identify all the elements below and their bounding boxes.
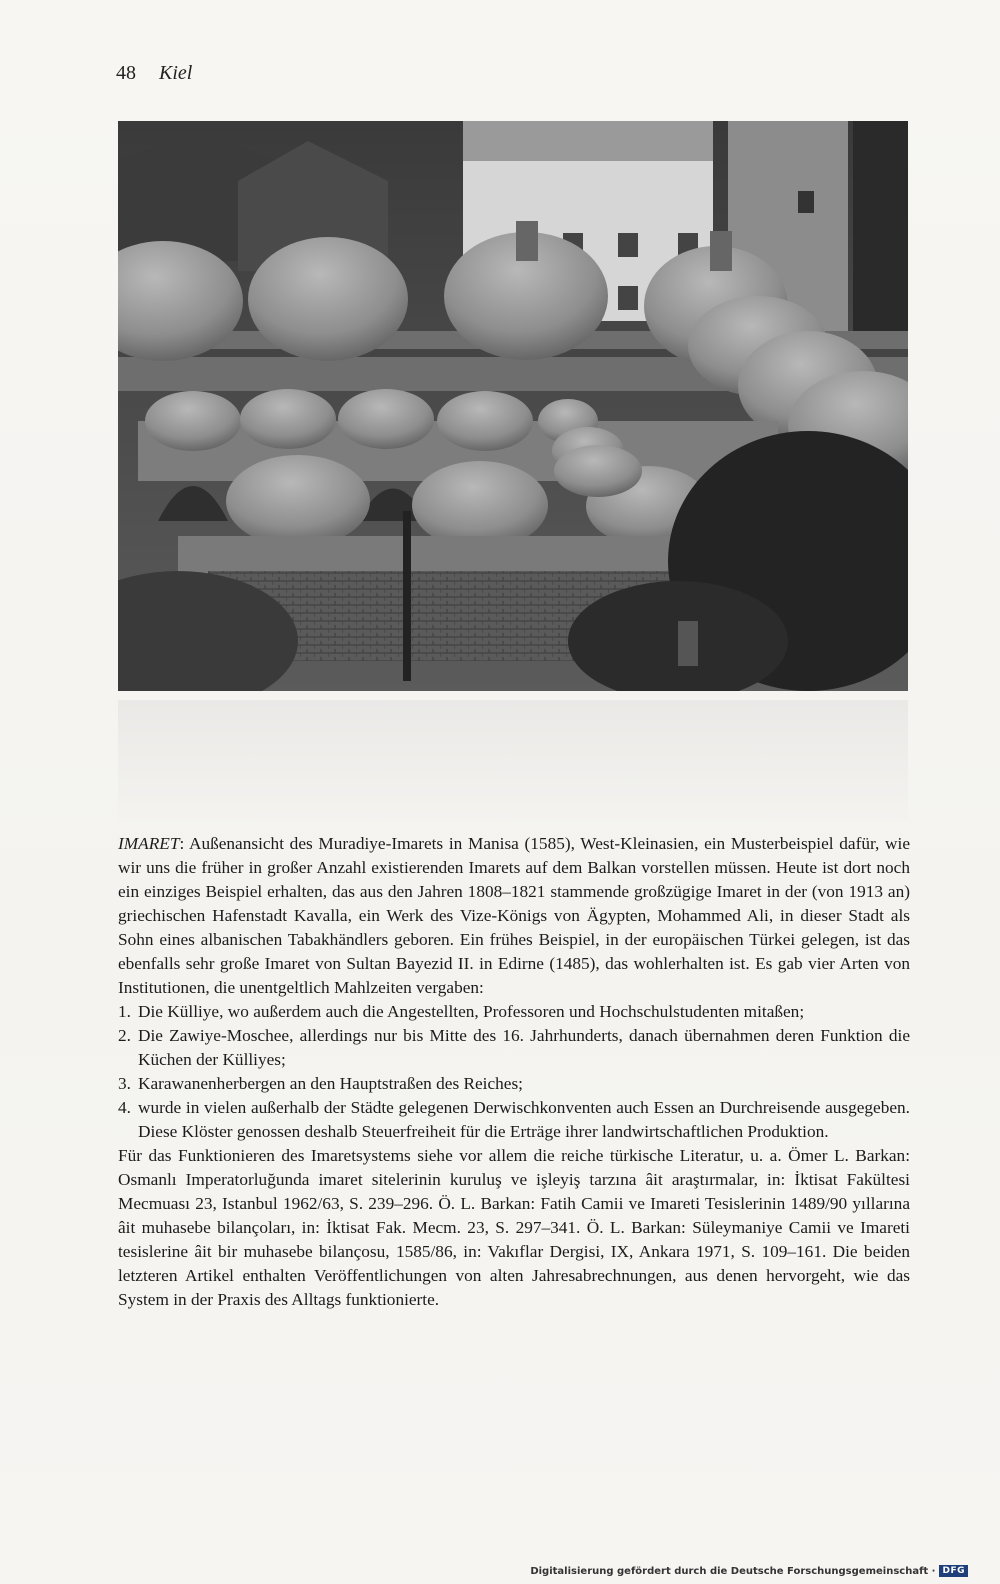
list-item-text: Die Zawiye-Moschee, allerdings nur bis Mitte des 16. Jahrhunderts, danach übernahmen deren Funktion die Küchen der Külliyes; <box>138 1026 910 1069</box>
list-item <box>118 1072 910 1096</box>
list-item <box>118 1024 910 1072</box>
running-head <box>116 60 192 86</box>
scan-bleed-through <box>118 700 908 820</box>
credit-text: Digitalisierung gefördert durch die Deutsche Forschungsgemeinschaft · <box>530 1565 936 1577</box>
figure-caption <box>118 832 910 1312</box>
list-item-number: 1. <box>118 1002 131 1021</box>
dfg-logo: DFG <box>939 1565 968 1577</box>
imaret-photo-illustration <box>118 121 908 691</box>
caption-intro-text: : Außenansicht des Muradiye-Imarets in Manisa (1585), West-Kleinasien, ein Musterbeispiel dafür, wie wir uns die früher in großer Anzahl existierenden Imarets auf dem Balkan vorstellen müssen. Heute ist dort noch ein einziges Beispiel erhalten, das aus den Jahren 1808–1821 stammende großzügige Imaret in der (von 1913 an) griechischen Hafenstadt Kavalla, ein Werk des Vize-Königs von Ägypten, Mohammed Ali, in dieser Stadt als Sohn eines albanischen Tabakhändlers geboren. Ein frühes Beispiel, in der europäischen Türkei gelegen, ist das ebenfalls sehr große Imaret von Sultan Bayezid II. in Edirne (1485), das wohlerhalten ist. Es gab vier Arten von Institutionen, die unentgeltlich Mahlzeiten vergaben: <box>118 834 910 997</box>
list-item-text: Karawanenherbergen an den Hauptstraßen des Reiches; <box>138 1074 523 1093</box>
caption-label: IMARET <box>118 834 180 853</box>
list-item <box>118 1096 910 1144</box>
list-item-text: Die Külliye, wo außerdem auch die Angestellten, Professoren und Hochschulstudenten mitaßen; <box>138 1002 805 1021</box>
institution-list <box>118 1000 910 1144</box>
list-item-text: wurde in vielen außerhalb der Städte gelegenen Derwischkonventen auch Essen an Durchreisende ausgegeben. Diese Klöster genossen deshalb Steuerfreiheit für die Erträge ihrer landwirtschaftlichen Produktion. <box>138 1098 910 1141</box>
figure-photograph <box>118 121 908 691</box>
list-item-number: 2. <box>118 1026 131 1045</box>
caption-intro <box>118 832 910 1000</box>
list-item <box>118 1000 910 1024</box>
caption-references: Für das Funktionieren des Imaretsystems siehe vor allem die reiche türkische Literatur, u. a. Ömer L. Barkan: Osmanlı Imperatorluğunda imaret sitelerinin kuruluş ve işleyiş tarzına âit araştırmalar, in: İktisat Fakültesi Mecmuası 23, Istanbul 1962/63, S. 239–296. Ö. L. Barkan: Fatih Camii ve Imareti Tesislerinin 1489/90 yıllarına âit muhasebe bilançoları, in: İktisat Fak. Mecm. 23, S. 297–341. Ö. L. Barkan: Süleymaniye Camii ve Imareti tesislerine âit bir muhasebe bilançosu, 1585/86, in: Vakıflar Dergisi, IX, Ankara 1971, S. 109–161. Die beiden letzteren Artikel enthalten Veröffentlichungen von alten Jahresabrechnungen, aus denen hervorgeht, wie das System in der Praxis des Alltags funktionierte. <box>118 1146 910 1309</box>
running-head-author: Kiel <box>159 62 193 84</box>
list-item-number: 4. <box>118 1098 131 1117</box>
list-item-number: 3. <box>118 1074 131 1093</box>
page-number: 48 <box>116 62 136 84</box>
digitization-credit <box>530 1565 968 1577</box>
